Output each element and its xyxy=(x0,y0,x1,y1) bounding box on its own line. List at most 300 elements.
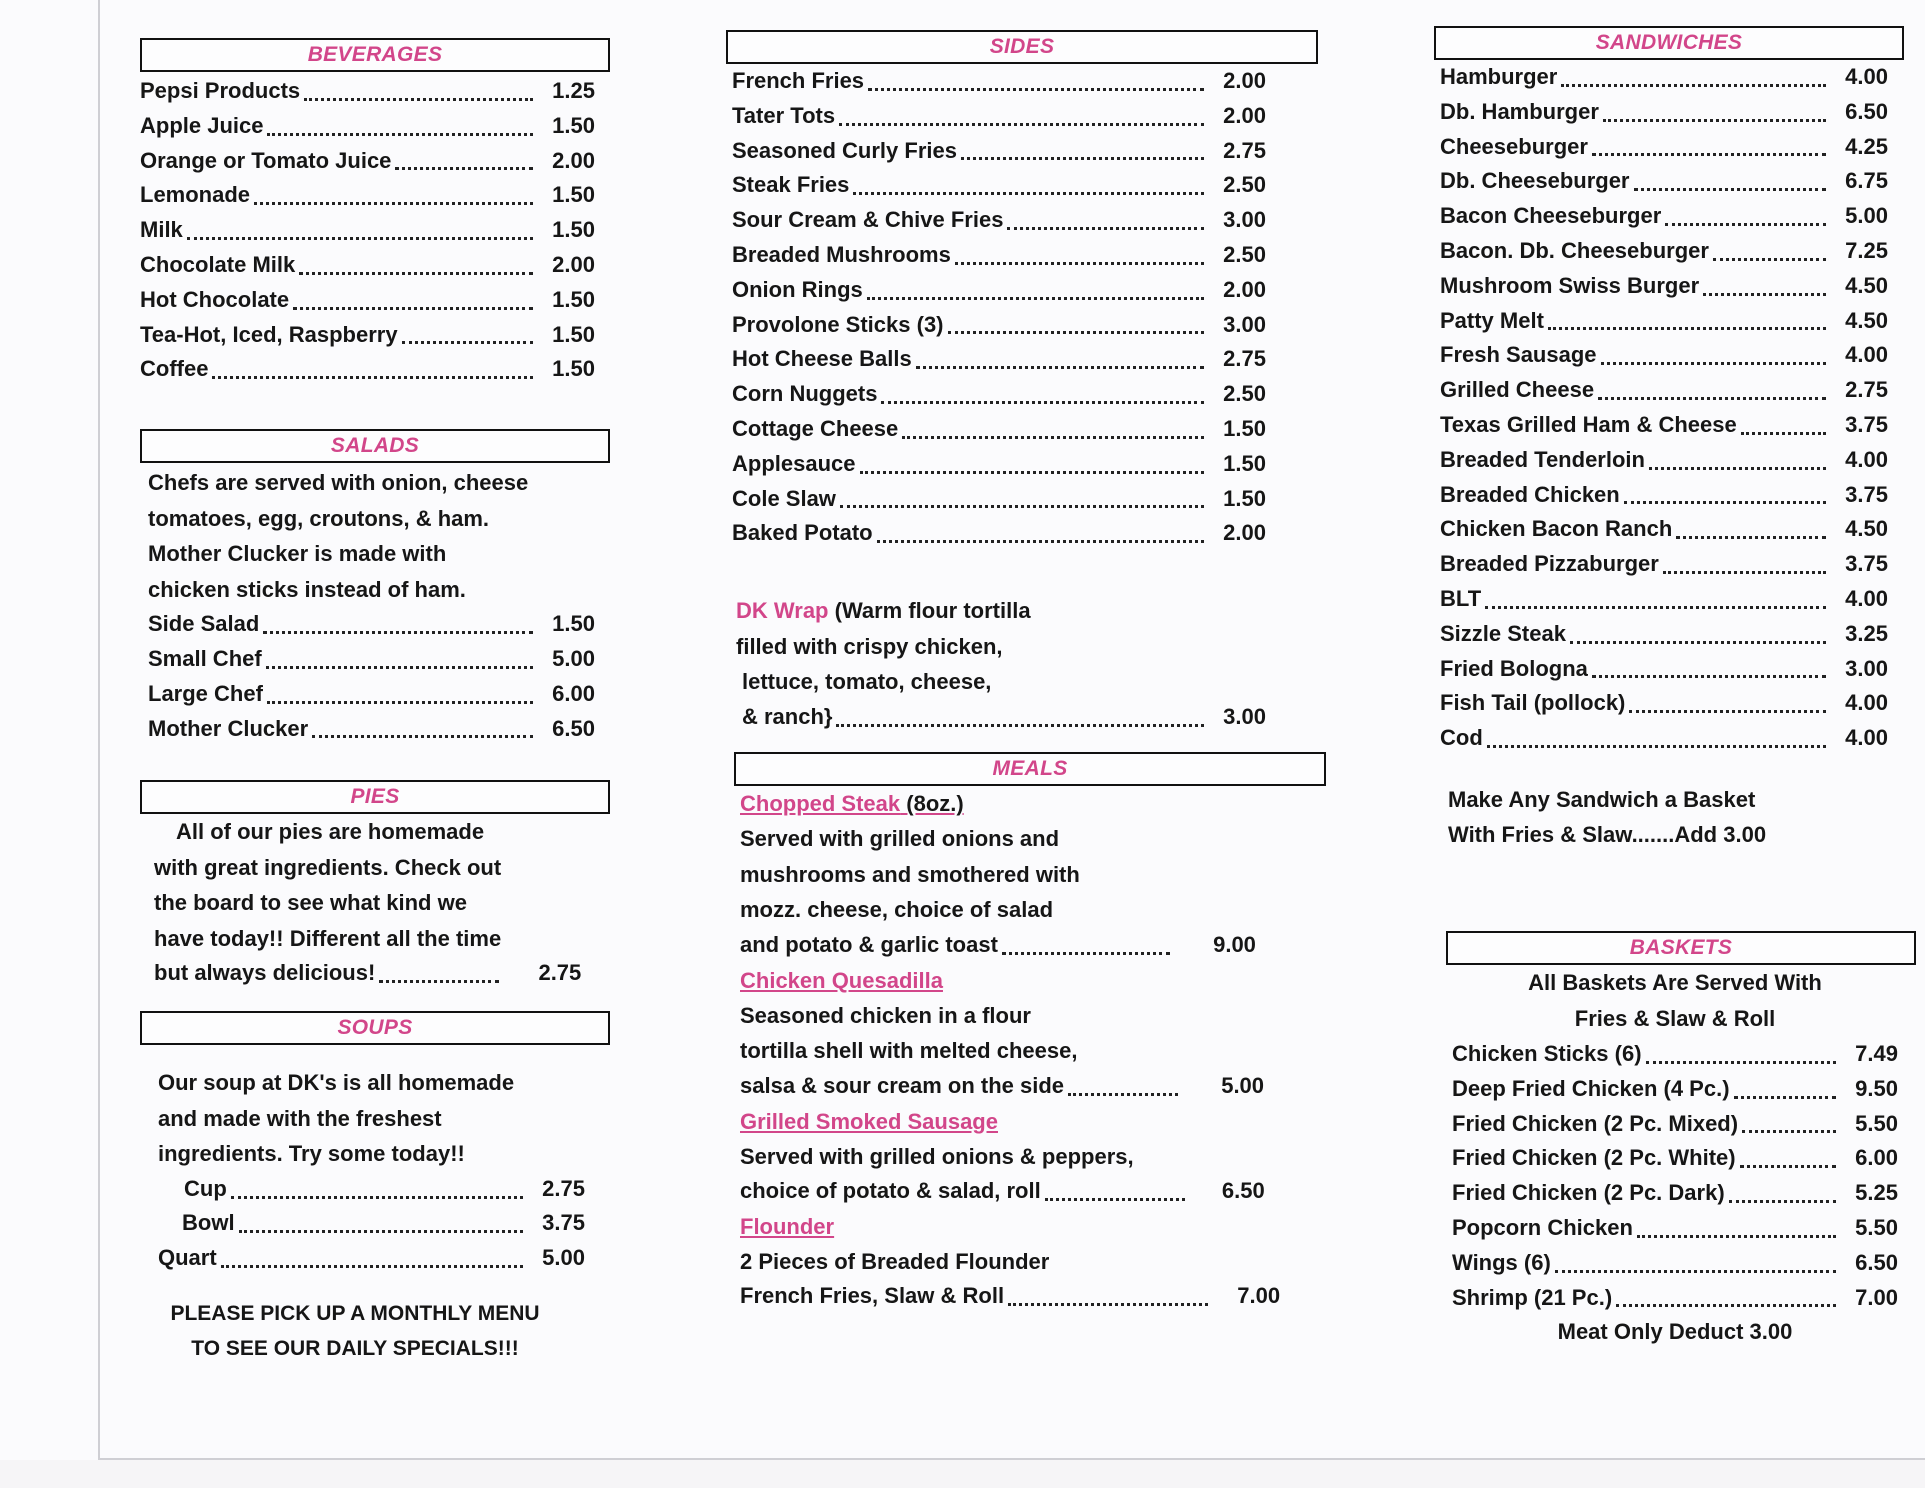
menu-item xyxy=(1452,1141,1898,1176)
menu-item xyxy=(1440,617,1888,652)
dot-leader xyxy=(961,157,1204,160)
item-price: 2.00 xyxy=(552,147,595,173)
item-name: Orange or Tomato Juice xyxy=(140,147,392,173)
item-price: 5.00 xyxy=(1845,203,1888,229)
item-price: 2.50 xyxy=(1223,241,1266,267)
dot-leader xyxy=(902,436,1204,439)
item-name: choice of potato & salad, roll xyxy=(740,1178,1041,1204)
dot-leader xyxy=(267,701,533,704)
dot-leader xyxy=(1703,293,1826,296)
item-price: 1.50 xyxy=(552,286,595,312)
item-price: 2.00 xyxy=(1223,102,1266,128)
item-price: 4.00 xyxy=(1845,446,1888,472)
item-price: 6.00 xyxy=(1855,1145,1898,1171)
item-price: 6.50 xyxy=(1845,98,1888,124)
item-name: Breaded Mushrooms xyxy=(732,241,951,267)
item-price: 2.50 xyxy=(1223,381,1266,407)
notice-line: PLEASE PICK UP A MONTHLY MENU xyxy=(170,1302,540,1326)
menu-item xyxy=(140,144,595,179)
item-name: Tater Tots xyxy=(732,102,836,128)
right-column xyxy=(1434,26,1904,1349)
item-name: Shrimp (21 Pc.) xyxy=(1452,1284,1613,1310)
dot-leader xyxy=(860,471,1205,474)
pies-description-line: the board to see what kind we xyxy=(154,890,467,916)
item-price: 1.50 xyxy=(1223,450,1266,476)
item-price: 4.00 xyxy=(1845,690,1888,716)
beverages-list xyxy=(140,74,595,387)
item-price: 2.00 xyxy=(552,251,595,277)
item-price: 5.00 xyxy=(542,1245,585,1271)
menu-item xyxy=(1440,582,1888,617)
menu-item xyxy=(732,64,1266,99)
item-name: Steak Fries xyxy=(732,172,850,198)
salads-description-line: Chefs are served with onion, cheese xyxy=(148,470,529,496)
item-name: Corn Nuggets xyxy=(732,381,878,407)
item-name: Bacon Cheeseburger xyxy=(1440,203,1662,229)
item-name: Chocolate Milk xyxy=(140,251,296,277)
dot-leader xyxy=(868,88,1204,91)
item-name: Chicken Bacon Ranch xyxy=(1440,516,1673,542)
item-price: 2.75 xyxy=(538,960,582,986)
soups-description-line: ingredients. Try some today!! xyxy=(158,1141,465,1167)
item-price: 5.50 xyxy=(1855,1110,1898,1136)
item-price: 7.00 xyxy=(1855,1284,1898,1310)
item-name: Small Chef xyxy=(148,645,262,671)
meals-header: MEALS xyxy=(734,752,1326,786)
menu-item xyxy=(736,700,1266,735)
salads-description-line: Mother Clucker is made with xyxy=(148,541,447,567)
item-name: Seasoned Curly Fries xyxy=(732,137,957,163)
dot-leader xyxy=(955,262,1204,265)
item-price: 3.75 xyxy=(1845,481,1888,507)
item-name: Breaded Chicken xyxy=(1440,481,1620,507)
menu-item xyxy=(732,447,1266,482)
dot-leader xyxy=(1485,606,1826,609)
meal-description-line: mushrooms and smothered with xyxy=(740,861,1080,887)
menu-item xyxy=(1452,1037,1898,1072)
dot-leader xyxy=(916,366,1204,369)
dot-leader xyxy=(1637,1235,1836,1238)
wrap-name: DK Wrap xyxy=(736,598,829,624)
soups-section xyxy=(140,1065,585,1276)
item-name: Baked Potato xyxy=(732,520,873,546)
salads-description-line: tomatoes, egg, croutons, & ham. xyxy=(148,505,490,531)
meal-name: Chopped Steak xyxy=(740,791,901,817)
item-price: 5.00 xyxy=(1221,1072,1265,1098)
dot-leader xyxy=(1713,258,1826,261)
item-price: 3.00 xyxy=(1223,207,1266,233)
item-price: 3.75 xyxy=(1845,551,1888,577)
item-price: 3.00 xyxy=(1223,311,1266,337)
item-name: Provolone Sticks (3) xyxy=(732,311,944,337)
menu-item xyxy=(148,607,595,642)
meal-title xyxy=(740,1104,1286,1139)
item-price: 6.50 xyxy=(552,715,595,741)
baskets-section xyxy=(1434,965,1898,1349)
menu-item xyxy=(1440,304,1888,339)
dot-leader xyxy=(187,237,533,240)
sandwiches-list xyxy=(1434,60,1888,756)
item-price: 7.00 xyxy=(1237,1283,1281,1309)
sides-list xyxy=(726,64,1266,551)
menu-item xyxy=(140,178,595,213)
item-name: Milk xyxy=(140,217,183,243)
menu-item xyxy=(732,203,1266,238)
item-price: 9.00 xyxy=(1213,931,1256,957)
item-name: Cod xyxy=(1440,725,1483,751)
menu-item xyxy=(140,283,595,318)
menu-item xyxy=(732,168,1266,203)
item-price: 1.50 xyxy=(552,611,595,637)
item-name: Fried Chicken (2 Pc. Mixed) xyxy=(1452,1110,1739,1136)
menu-item xyxy=(140,213,595,248)
menu-item xyxy=(1440,164,1888,199)
meal-description-line: Served with grilled onions & peppers, xyxy=(740,1143,1134,1169)
sheet-bottom-edge xyxy=(98,1458,1925,1460)
salads-section xyxy=(140,465,595,746)
sandwiches-header: SANDWICHES xyxy=(1434,26,1904,60)
item-name: Cup xyxy=(184,1175,227,1201)
meal-name: Grilled Smoked Sausage xyxy=(740,1108,998,1134)
item-name: salsa & sour cream on the side xyxy=(740,1072,1065,1098)
dot-leader xyxy=(1068,1093,1178,1096)
pies-description-line: All of our pies are homemade xyxy=(176,819,485,845)
menu-item xyxy=(158,1206,585,1241)
item-name: French Fries xyxy=(732,68,865,93)
dot-leader xyxy=(1603,119,1826,122)
dot-leader xyxy=(1548,327,1826,330)
meal-description-line: tortilla shell with melted cheese, xyxy=(740,1038,1078,1064)
dot-leader xyxy=(312,735,533,738)
wrap-line: lettuce, tomato, cheese, xyxy=(742,669,992,695)
dot-leader xyxy=(1592,153,1826,156)
menu-item xyxy=(148,642,595,677)
dot-leader xyxy=(1676,536,1826,539)
menu-item xyxy=(140,74,595,109)
dot-leader xyxy=(836,724,1204,727)
item-name: Hamburger xyxy=(1440,64,1558,89)
beverages-header: BEVERAGES xyxy=(140,38,610,72)
item-price: 4.50 xyxy=(1845,516,1888,542)
meal-name: Flounder xyxy=(740,1213,835,1239)
notice-line: TO SEE OUR DAILY SPECIALS!!! xyxy=(191,1337,519,1361)
menu-item xyxy=(740,928,1286,963)
item-price: 2.75 xyxy=(542,1175,585,1201)
item-price: 3.00 xyxy=(1845,655,1888,681)
dot-leader xyxy=(1742,1130,1836,1133)
menu-item xyxy=(732,482,1266,517)
item-name: Side Salad xyxy=(148,611,260,637)
meal-size: (8oz.) xyxy=(900,791,964,817)
item-price: 1.50 xyxy=(552,321,595,347)
dot-leader xyxy=(263,631,533,634)
item-name: Hot Cheese Balls xyxy=(732,346,912,372)
item-price: 5.00 xyxy=(552,645,595,671)
dot-leader xyxy=(1663,571,1826,574)
menu-item xyxy=(1452,1176,1898,1211)
dk-wrap-section xyxy=(726,593,1266,734)
item-name: Db. Cheeseburger xyxy=(1440,168,1630,194)
menu-item xyxy=(1452,1072,1898,1107)
menu-item xyxy=(1440,60,1888,95)
dot-leader xyxy=(877,540,1204,543)
dot-leader xyxy=(221,1265,523,1268)
menu-item xyxy=(1440,373,1888,408)
item-name: Quart xyxy=(158,1245,217,1271)
dot-leader xyxy=(299,272,533,275)
dot-leader xyxy=(1008,1303,1208,1306)
item-price: 6.50 xyxy=(1855,1249,1898,1275)
meal-description-line: 2 Pieces of Breaded Flounder xyxy=(740,1248,1050,1274)
item-name: Patty Melt xyxy=(1440,307,1544,333)
menu-item xyxy=(158,1241,585,1276)
item-name: Pepsi Products xyxy=(140,78,301,103)
dot-leader xyxy=(1634,188,1827,191)
dot-leader xyxy=(1616,1304,1836,1307)
item-price: 4.00 xyxy=(1845,725,1888,751)
menu-item xyxy=(732,99,1266,134)
item-price: 1.50 xyxy=(552,182,595,208)
baskets-description-line: Fries & Slaw & Roll xyxy=(1574,1005,1776,1031)
item-name: Coffee xyxy=(140,356,209,382)
item-price: 1.50 xyxy=(552,356,595,382)
menu-item xyxy=(732,342,1266,377)
item-price: 1.25 xyxy=(552,78,595,103)
dot-leader xyxy=(304,98,533,101)
item-price: 2.75 xyxy=(1845,377,1888,403)
menu-item xyxy=(1452,1246,1898,1281)
item-name: & ranch} xyxy=(742,703,833,729)
item-price: 6.50 xyxy=(1221,1178,1265,1204)
menu-item xyxy=(732,516,1266,551)
menu-item xyxy=(148,712,595,747)
item-price: 1.50 xyxy=(552,217,595,243)
meal-description-line: mozz. cheese, choice of salad xyxy=(740,897,1054,923)
item-name: Sizzle Steak xyxy=(1440,620,1566,646)
menu-item xyxy=(1440,408,1888,443)
dot-leader xyxy=(1624,501,1826,504)
dot-leader xyxy=(1045,1198,1185,1201)
item-price: 7.49 xyxy=(1855,1040,1898,1066)
item-price: 3.75 xyxy=(1845,411,1888,437)
menu-item xyxy=(732,308,1266,343)
item-name: Cole Slaw xyxy=(732,485,836,511)
item-name: Mother Clucker xyxy=(148,715,309,741)
dot-leader xyxy=(839,123,1204,126)
dot-leader xyxy=(379,980,499,983)
menu-item xyxy=(1440,547,1888,582)
dot-leader xyxy=(853,192,1204,195)
monthly-menu-notice xyxy=(140,1296,570,1366)
dot-leader xyxy=(867,297,1204,300)
item-price: 2.00 xyxy=(1223,520,1266,546)
wrap-description: (Warm flour tortilla xyxy=(828,598,1031,624)
sandwich-basket-note xyxy=(1434,782,1904,853)
menu-item xyxy=(1440,721,1888,756)
menu-item xyxy=(1452,1281,1898,1316)
menu-item xyxy=(1440,199,1888,234)
item-name: Fish Tail (pollock) xyxy=(1440,690,1626,716)
item-name: BLT xyxy=(1440,585,1482,611)
meal-title xyxy=(740,963,1286,998)
dot-leader xyxy=(239,1230,523,1233)
menu-item xyxy=(732,134,1266,169)
meal-name: Chicken Quesadilla xyxy=(740,967,943,993)
item-price: 2.75 xyxy=(1223,346,1266,372)
menu-item xyxy=(1440,686,1888,721)
meal-title xyxy=(740,1209,1286,1244)
item-name: Fried Chicken (2 Pc. White) xyxy=(1452,1145,1736,1171)
dot-leader xyxy=(1740,1165,1836,1168)
dot-leader xyxy=(1729,1200,1836,1203)
dot-leader xyxy=(293,307,533,310)
sides-header: SIDES xyxy=(726,30,1318,64)
item-price: 4.00 xyxy=(1845,585,1888,611)
item-name: Deep Fried Chicken (4 Pc.) xyxy=(1452,1075,1730,1101)
salads-description-line: chicken sticks instead of ham. xyxy=(148,576,466,602)
pies-description-line: with great ingredients. Check out xyxy=(154,854,502,880)
dot-leader xyxy=(1555,1270,1836,1273)
menu-item xyxy=(732,238,1266,273)
basket-note-line: Make Any Sandwich a Basket xyxy=(1448,786,1756,812)
menu-item xyxy=(1440,443,1888,478)
middle-column xyxy=(726,30,1318,1314)
item-name: Wings (6) xyxy=(1452,1249,1551,1275)
item-name: Texas Grilled Ham & Cheese xyxy=(1440,411,1737,437)
menu-item xyxy=(140,352,595,387)
meals-section xyxy=(726,786,1286,1314)
dot-leader xyxy=(231,1196,523,1199)
item-name: Mushroom Swiss Burger xyxy=(1440,272,1700,298)
item-price: 1.50 xyxy=(1223,415,1266,441)
menu-item xyxy=(1440,234,1888,269)
item-name: Cheeseburger xyxy=(1440,133,1588,159)
dot-leader xyxy=(1002,952,1170,955)
wrap-line xyxy=(736,593,1266,629)
meal-description-line: Served with grilled onions and xyxy=(740,826,1060,852)
dot-leader xyxy=(1570,641,1826,644)
item-name: Breaded Pizzaburger xyxy=(1440,551,1659,577)
item-price: 4.25 xyxy=(1845,133,1888,159)
dot-leader xyxy=(1741,432,1826,435)
menu-item xyxy=(740,1279,1286,1314)
dot-leader xyxy=(1734,1096,1836,1099)
item-price: 3.25 xyxy=(1845,620,1888,646)
dot-leader xyxy=(840,505,1204,508)
dot-leader xyxy=(1649,467,1826,470)
item-price: 4.50 xyxy=(1845,307,1888,333)
item-price: 4.50 xyxy=(1845,272,1888,298)
menu-item xyxy=(1440,130,1888,165)
dot-leader xyxy=(881,401,1204,404)
left-column xyxy=(140,38,610,1366)
dot-leader xyxy=(395,167,533,170)
menu-item xyxy=(1440,338,1888,373)
wrap-line: filled with crispy chicken, xyxy=(736,633,1003,659)
menu-item xyxy=(732,412,1266,447)
menu-item xyxy=(148,677,595,712)
dot-leader xyxy=(1007,227,1204,230)
item-name: but always delicious! xyxy=(154,960,376,986)
salads-header: SALADS xyxy=(140,429,610,463)
item-price: 1.50 xyxy=(552,112,595,138)
dot-leader xyxy=(1601,362,1826,365)
menu-item xyxy=(1440,95,1888,130)
dot-leader xyxy=(212,376,533,379)
soups-header: SOUPS xyxy=(140,1011,610,1045)
dot-leader xyxy=(1598,397,1826,400)
menu-item xyxy=(154,956,595,991)
item-price: 5.50 xyxy=(1855,1214,1898,1240)
menu-item xyxy=(140,318,595,353)
item-name: Bacon. Db. Cheeseburger xyxy=(1440,237,1709,263)
item-price: 2.75 xyxy=(1223,137,1266,163)
item-name: Breaded Tenderloin xyxy=(1440,446,1645,472)
meal-description-line: Seasoned chicken in a flour xyxy=(740,1002,1031,1028)
soups-description-line: Our soup at DK's is all homemade xyxy=(158,1070,515,1096)
pies-description-line: have today!! Different all the time xyxy=(154,925,502,951)
menu-item xyxy=(740,1174,1286,1209)
menu-item xyxy=(1440,652,1888,687)
item-name: Apple Juice xyxy=(140,112,264,138)
item-name: Db. Hamburger xyxy=(1440,98,1599,124)
item-name: French Fries, Slaw & Roll xyxy=(740,1283,1005,1309)
menu-item xyxy=(140,109,595,144)
meal-title xyxy=(740,786,1286,821)
menu-item xyxy=(1452,1107,1898,1142)
item-price: 3.00 xyxy=(1223,703,1266,729)
dot-leader xyxy=(1646,1061,1836,1064)
dot-leader xyxy=(1665,223,1826,226)
item-name: Fried Bologna xyxy=(1440,655,1588,681)
item-price: 7.25 xyxy=(1845,237,1888,263)
baskets-description-line: All Baskets Are Served With xyxy=(1528,969,1822,995)
sheet-left-edge xyxy=(98,0,100,1460)
item-price: 2.00 xyxy=(1223,276,1266,302)
item-name: and potato & garlic toast xyxy=(740,931,998,957)
dot-leader xyxy=(1561,84,1826,87)
menu-item xyxy=(1452,1211,1898,1246)
item-price: 2.00 xyxy=(1223,68,1266,93)
item-price: 6.75 xyxy=(1845,168,1888,194)
dot-leader xyxy=(1487,745,1826,748)
dot-leader xyxy=(1629,710,1826,713)
menu-item xyxy=(140,248,595,283)
menu-item xyxy=(1440,512,1888,547)
item-price: 5.25 xyxy=(1855,1180,1898,1206)
menu-item xyxy=(740,1069,1286,1104)
dot-leader xyxy=(402,341,533,344)
dot-leader xyxy=(948,331,1204,334)
item-price: 4.00 xyxy=(1845,342,1888,368)
item-name: Onion Rings xyxy=(732,276,863,302)
item-name: Fresh Sausage xyxy=(1440,342,1597,368)
item-price: 4.00 xyxy=(1845,64,1888,89)
item-name: Lemonade xyxy=(140,182,251,208)
item-name: Tea-Hot, Iced, Raspberry xyxy=(140,321,398,347)
item-price: 6.00 xyxy=(552,680,595,706)
item-name: Cottage Cheese xyxy=(732,415,899,441)
dot-leader xyxy=(254,202,533,205)
item-name: Hot Chocolate xyxy=(140,286,290,312)
item-name: Fried Chicken (2 Pc. Dark) xyxy=(1452,1180,1725,1206)
dot-leader xyxy=(1592,675,1826,678)
item-name: Popcorn Chicken xyxy=(1452,1214,1633,1240)
baskets-footer: Meat Only Deduct 3.00 xyxy=(1557,1319,1793,1345)
soups-description-line: and made with the freshest xyxy=(158,1105,442,1131)
baskets-header: BASKETS xyxy=(1446,931,1916,965)
item-name: Applesauce xyxy=(732,450,856,476)
